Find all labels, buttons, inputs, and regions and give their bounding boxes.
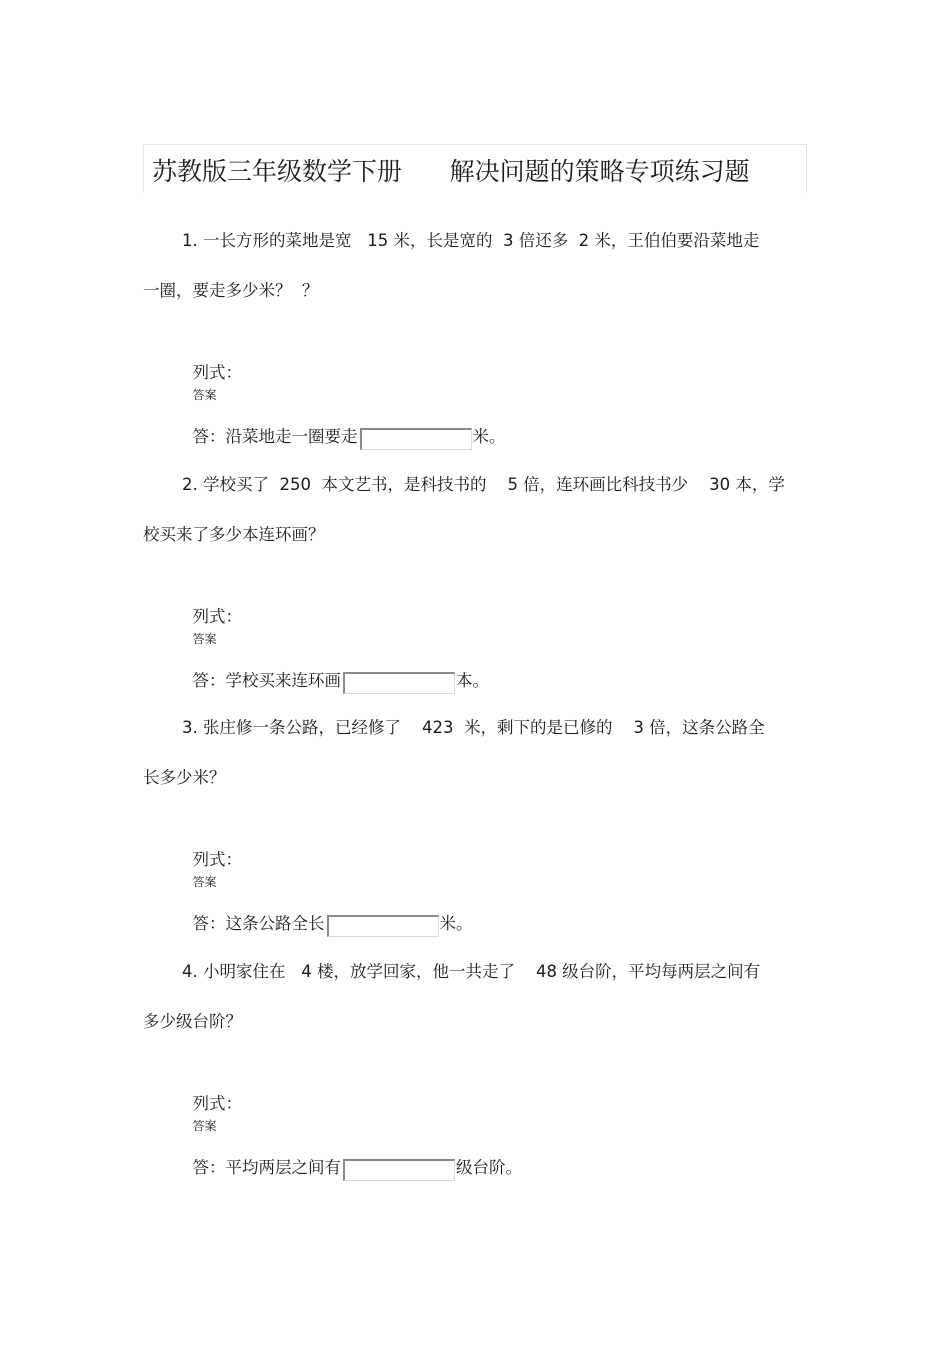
- answer-input-box[interactable]: [327, 915, 439, 937]
- answer-prefix: 答：沿菜地走一圈要走: [192, 427, 358, 446]
- problem-4-text-line1: 4. 小明家住在 4 楼，放学回家，他一共走了 48 级台阶，平均每两层之间有: [182, 962, 761, 981]
- answer-input-box[interactable]: [343, 1159, 455, 1181]
- problem-1-text-line1: 1. 一长方形的菜地是宽 15 米，长是宽的 3 倍还多 2 米，王伯伯要沿菜地走: [182, 231, 760, 250]
- answer-prefix: 答：这条公路全长: [192, 914, 325, 933]
- formula-label: 列式：: [192, 363, 242, 382]
- formula-hint: 答案: [192, 632, 217, 646]
- problem-3-formula: [182, 827, 242, 894]
- page-title: 苏教版三年级数学下册 解决问题的策略专项练习题: [152, 157, 750, 186]
- problem-2-text-line1: 2. 学校买了 250 本文艺书，是科技书的 5 倍，连环画比科技书少 30 本，学: [182, 475, 785, 494]
- problem-1-answer: [182, 404, 506, 450]
- problem-3-text-line1: 3. 张庄修一条公路，已经修了 423 米，剩下的是已修的 3 倍，这条公路全: [182, 718, 765, 737]
- answer-input-box[interactable]: [343, 672, 455, 694]
- problem-4-answer: [182, 1135, 522, 1181]
- formula-hint: 答案: [192, 875, 217, 889]
- answer-suffix: 米。: [472, 427, 506, 446]
- formula-label: 列式：: [192, 607, 242, 626]
- problem-3-text-line2: 长多少米？: [143, 768, 226, 787]
- problem-1-formula: [182, 340, 242, 407]
- problem-2-formula: [182, 584, 242, 651]
- title-box: [143, 144, 807, 193]
- problem-4-text-line2: 多少级台阶？: [143, 1012, 242, 1031]
- formula-label: 列式：: [192, 1094, 242, 1113]
- formula-label: 列式：: [192, 850, 242, 869]
- problem-4-formula: [182, 1071, 242, 1138]
- answer-suffix: 级台阶。: [456, 1158, 522, 1177]
- answer-prefix: 答：平均两层之间有: [192, 1158, 341, 1177]
- answer-suffix: 本。: [456, 671, 489, 690]
- formula-hint: 答案: [192, 1119, 217, 1133]
- problem-2-text-line2: 校买来了多少本连环画？: [143, 525, 325, 544]
- answer-input-box[interactable]: [360, 428, 472, 450]
- problem-3-answer: [182, 891, 473, 937]
- formula-hint: 答案: [192, 388, 217, 402]
- problem-1-text-line2: 一圈，要走多少米？ ？: [143, 281, 319, 300]
- answer-suffix: 米。: [439, 914, 473, 933]
- problem-2-answer: [182, 648, 489, 694]
- answer-prefix: 答：学校买来连环画: [192, 671, 341, 690]
